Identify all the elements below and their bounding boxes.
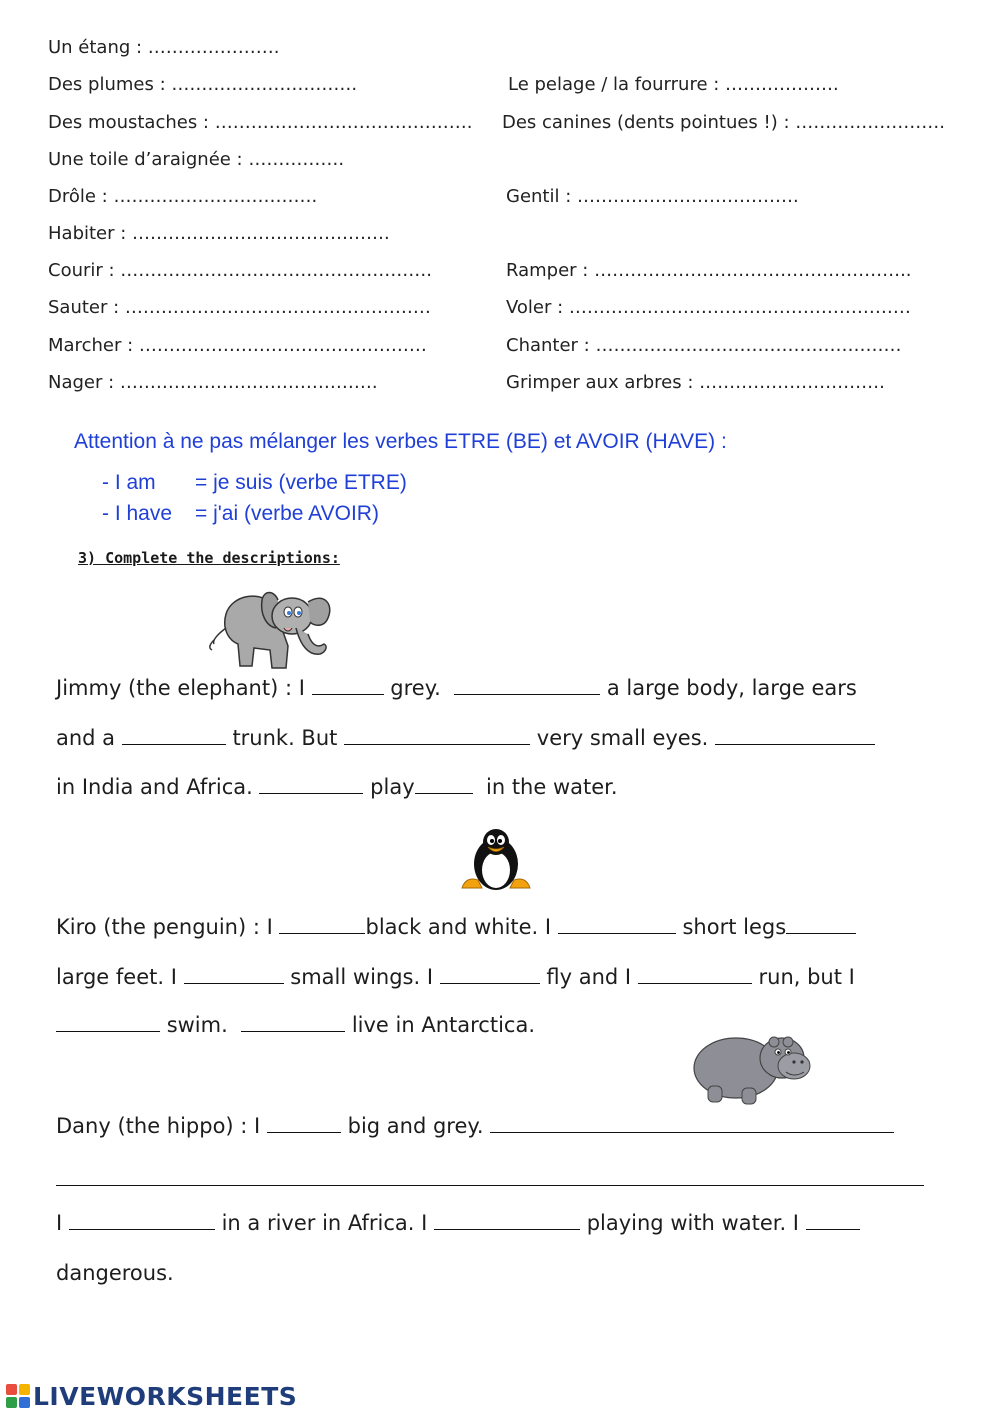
vocab-pelage[interactable]: Le pelage / la fourrure : ………………. [508, 74, 839, 95]
penguin-text-2d: run, but I [758, 965, 855, 989]
hippo-blank-3[interactable] [69, 1228, 215, 1230]
elephant-text-3c: in the water. [486, 775, 618, 799]
elephant-blank-3[interactable] [122, 743, 226, 745]
note-i-am: - I am [102, 471, 156, 494]
hippo-blank-2[interactable] [490, 1131, 894, 1133]
note-i-have: - I have [102, 502, 173, 525]
hippo-illustration [690, 1024, 814, 1106]
hippo-text-1b: big and grey. [347, 1114, 484, 1138]
note-jai: = j'ai (verbe AVOIR) [195, 502, 379, 525]
logo-blocks-icon [6, 1384, 30, 1408]
elephant-text-3a: in India and Africa. [56, 775, 253, 799]
vocab-ramper[interactable]: Ramper : …………………………………………….. [506, 260, 912, 281]
penguin-blank-6[interactable] [638, 982, 752, 984]
hippo-blank-1[interactable] [267, 1131, 341, 1133]
penguin-line-2 [56, 965, 855, 989]
elephant-illustration [204, 588, 340, 672]
hippo-text-3a: I [56, 1211, 63, 1235]
penguin-text-1a: Kiro (the penguin) : I [56, 915, 273, 939]
logo-text: LIVEWORKSHEETS [33, 1381, 298, 1411]
liveworksheets-logo [6, 1380, 297, 1412]
hippo-text-3c: playing with water. I [586, 1211, 799, 1235]
elephant-blank-1[interactable] [312, 693, 384, 695]
vocab-chanter[interactable]: Chanter : …………………………………………… [506, 335, 902, 356]
penguin-illustration [458, 826, 534, 894]
elephant-text-2c: very small eyes. [536, 726, 709, 750]
elephant-text-2b: trunk. But [232, 726, 338, 750]
elephant-blank-4[interactable] [344, 743, 530, 745]
vocab-toile[interactable]: Une toile d’araignée : ……………. [48, 149, 345, 170]
penguin-blank-2[interactable] [558, 932, 676, 934]
penguin-text-2b: small wings. I [290, 965, 434, 989]
vocab-nager[interactable]: Nager : ……………………………………. [48, 372, 378, 393]
vocab-canines[interactable]: Des canines (dents pointues !) : ……………………. [502, 112, 945, 133]
vocab-sauter[interactable]: Sauter : …………………………………………… [48, 297, 431, 318]
penguin-text-1b: black and white. I [365, 915, 552, 939]
hippo-text-1a: Dany (the hippo) : I [56, 1114, 261, 1138]
penguin-text-2a: large feet. I [56, 965, 177, 989]
penguin-text-3a: swim. [166, 1013, 228, 1037]
note-title: Attention à ne pas mélanger les verbes ETRE (BE) et AVOIR (HAVE) : [74, 430, 727, 453]
elephant-blank-2[interactable] [454, 693, 600, 695]
note-je-suis: = je suis (verbe ETRE) [195, 471, 407, 494]
elephant-line-3 [56, 775, 618, 799]
elephant-text-1a: Jimmy (the elephant) : I [56, 676, 305, 700]
vocab-marcher[interactable]: Marcher : ………………………………………… [48, 335, 427, 356]
elephant-blank-6[interactable] [259, 792, 363, 794]
vocab-grimper[interactable]: Grimper aux arbres : …………………………. [506, 372, 885, 393]
vocab-moustaches[interactable]: Des moustaches : ……………………………………. [48, 112, 473, 133]
hippo-line-4 [56, 1261, 174, 1285]
elephant-blank-5[interactable] [715, 743, 875, 745]
penguin-blank-3[interactable] [786, 932, 856, 934]
penguin-blank-8[interactable] [241, 1030, 345, 1032]
hippo-blank-5[interactable] [806, 1228, 860, 1230]
hippo-text-4a: dangerous. [56, 1261, 174, 1285]
penguin-text-2c: fly and I [546, 965, 632, 989]
vocab-etang[interactable]: Un étang : …………………. [48, 37, 280, 58]
section-title: 3) Complete the descriptions: [78, 549, 340, 567]
penguin-blank-4[interactable] [184, 982, 284, 984]
vocab-gentil[interactable]: Gentil : ………………………………. [506, 186, 799, 207]
elephant-text-1c: a large body, large ears [606, 676, 857, 700]
penguin-line-3 [56, 1013, 535, 1037]
elephant-line-1 [56, 676, 857, 700]
vocab-drole[interactable]: Drôle : ……………………………. [48, 186, 318, 207]
hippo-text-3b: in a river in Africa. I [221, 1211, 428, 1235]
elephant-text-3b: play [370, 775, 415, 799]
penguin-blank-5[interactable] [440, 982, 540, 984]
penguin-blank-1[interactable] [279, 932, 365, 934]
elephant-blank-7[interactable] [415, 792, 473, 794]
vocab-plumes[interactable]: Des plumes : …………………………. [48, 74, 358, 95]
vocab-courir[interactable]: Courir : ……………………………………………. [48, 260, 433, 281]
penguin-line-1 [56, 915, 856, 939]
penguin-blank-7[interactable] [56, 1030, 160, 1032]
penguin-text-1c: short legs [682, 915, 787, 939]
vocab-habiter[interactable]: Habiter : ……………………………………. [48, 223, 390, 244]
elephant-line-2 [56, 726, 875, 750]
vocab-voler[interactable]: Voler : ………………………………………………… [506, 297, 911, 318]
hippo-blank-4[interactable] [434, 1228, 580, 1230]
hippo-line-3 [56, 1211, 860, 1235]
penguin-text-3b: live in Antarctica. [351, 1013, 535, 1037]
hippo-line-1 [56, 1114, 894, 1138]
elephant-text-1b: grey. [390, 676, 441, 700]
elephant-text-2a: and a [56, 726, 116, 750]
hippo-blank-line[interactable] [56, 1185, 924, 1186]
